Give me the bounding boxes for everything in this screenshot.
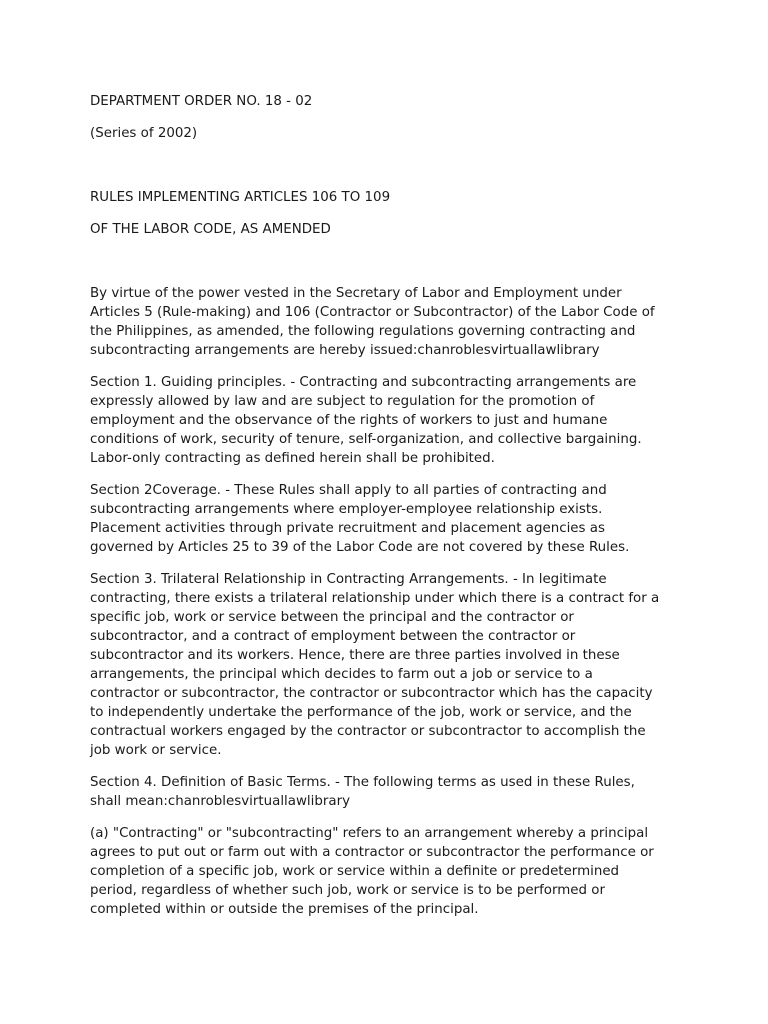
text-line: conditions of work, security of tenure, self-organization, and collective bargaining.	[90, 432, 642, 447]
text-line: completed within or outside the premises of the principal.	[90, 902, 479, 917]
text-line: the Philippines, as amended, the following regulations governing contracting and	[90, 324, 636, 339]
text-line: expressly allowed by law and are subject to regulation for the promotion of	[90, 394, 595, 409]
text-line: subcontracting arrangements where employer-employee relationship exists.	[90, 502, 603, 517]
text-line: Labor-only contracting as defined herein shall be prohibited.	[90, 451, 495, 466]
section-2-paragraph	[90, 481, 629, 557]
definition-a-paragraph	[90, 824, 654, 919]
preamble-paragraph	[90, 284, 655, 360]
text-line: period, regardless of whether such job, work or service is to be performed or	[90, 883, 605, 898]
text-line: to independently undertake the performance of the job, work or service, and the	[90, 705, 632, 720]
text-line: contractor or subcontractor, the contractor or subcontractor which has the capacity	[90, 686, 653, 701]
text-line: Section 2Coverage. - These Rules shall apply to all parties of contracting and	[90, 483, 607, 498]
text-line: employment and the observance of the rights of workers to just and humane	[90, 413, 608, 428]
text-line: subcontractor, and a contract of employment between the contractor or	[90, 629, 576, 644]
text-line: By virtue of the power vested in the Secretary of Labor and Employment under	[90, 286, 622, 301]
section-4-paragraph	[90, 773, 635, 811]
text-line: job work or service.	[90, 743, 222, 758]
text-line: Section 1. Guiding principles. - Contracting and subcontracting arrangements are	[90, 375, 637, 390]
text-line: governed by Articles 25 to 39 of the Labor Code are not covered by these Rules.	[90, 540, 630, 555]
text-line: shall mean:chanroblesvirtuallawlibrary	[90, 794, 351, 809]
text-line: Placement activities through private recruitment and placement agencies as	[90, 521, 605, 536]
order-number: DEPARTMENT ORDER NO. 18 - 02	[90, 94, 313, 109]
text-line: Section 4. Definition of Basic Terms. - The following terms as used in these Rules,	[90, 775, 635, 790]
section-3-paragraph	[90, 570, 659, 760]
text-line: completion of a specific job, work or service within a definite or predetermined	[90, 864, 620, 879]
text-line: agrees to put out or farm out with a contractor or subcontractor the performance or	[90, 845, 654, 860]
text-line: Articles 5 (Rule-making) and 106 (Contractor or Subcontractor) of the Labor Code of	[90, 305, 655, 320]
text-line: contracting, there exists a trilateral relationship under which there is a contract for a	[90, 591, 660, 606]
series-label: (Series of 2002)	[90, 126, 198, 141]
text-line: (a) "Contracting" or "subcontracting" refers to an arrangement whereby a principal	[90, 826, 649, 841]
title-line-2: OF THE LABOR CODE, AS AMENDED	[90, 222, 331, 237]
text-line: specific job, work or service between the principal and the contractor or	[90, 610, 574, 625]
text-line: arrangements, the principal which decides to farm out a job or service to a	[90, 667, 593, 682]
text-line: Section 3. Trilateral Relationship in Contracting Arrangements. - In legitimate	[90, 572, 607, 587]
text-line: subcontractor and its workers. Hence, there are three parties involved in these	[90, 648, 620, 663]
text-line: subcontracting arrangements are hereby issued:chanroblesvirtuallawlibrary	[90, 343, 600, 358]
section-1-paragraph	[90, 373, 642, 468]
text-line: contractual workers engaged by the contractor or subcontractor to accomplish the	[90, 724, 646, 739]
title-line-1: RULES IMPLEMENTING ARTICLES 106 TO 109	[90, 190, 391, 205]
